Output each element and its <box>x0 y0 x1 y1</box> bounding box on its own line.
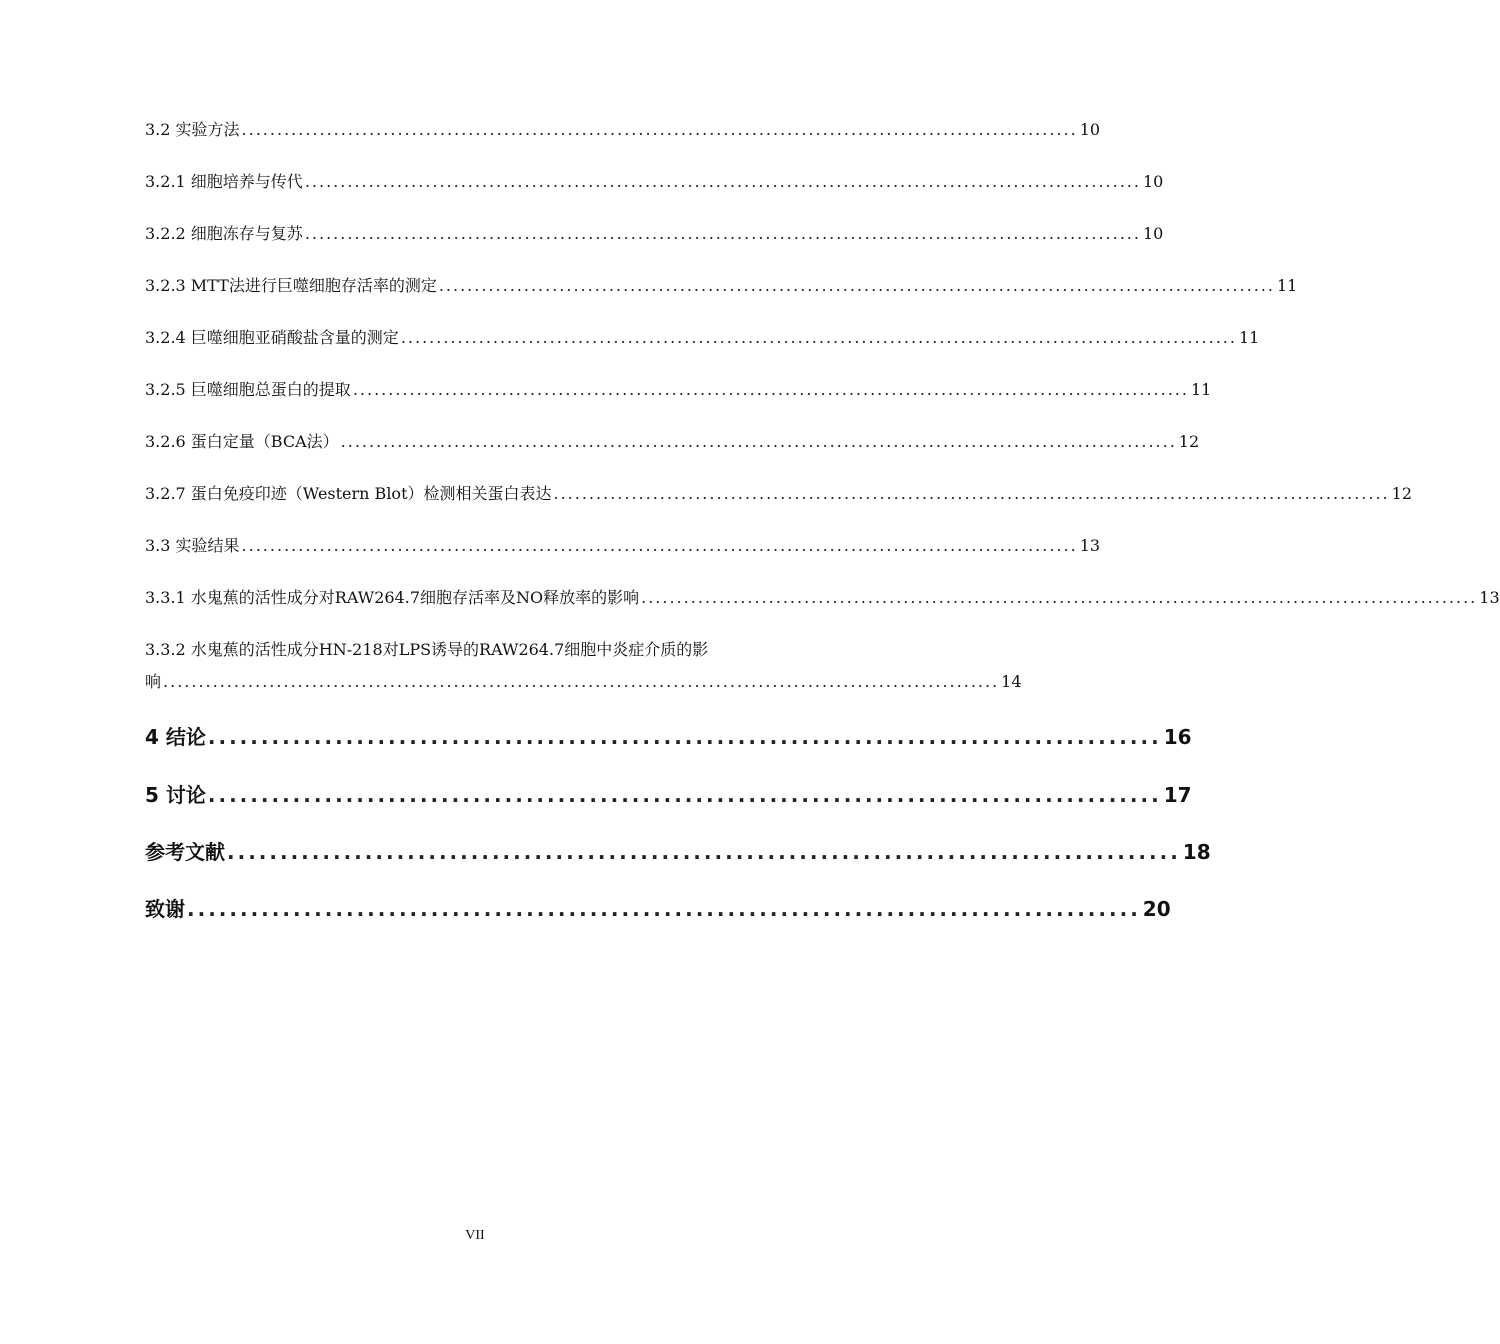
toc-leader-dots: .......................................................................................... <box>187 897 1141 921</box>
toc-entry-page: 14 <box>1001 672 1022 691</box>
toc-leader-dots: ...................................................................................................................... <box>304 172 1141 191</box>
toc-leader-dots: ...................................................................................................................... <box>241 536 1078 555</box>
toc-leader-dots: ...................................................................................................................... <box>438 276 1275 295</box>
toc-entry-page: 12 <box>1391 484 1412 503</box>
toc-entry-wrapped-line[interactable]: 3.3.2 水鬼蕉的活性成分HN-218对LPS诱导的RAW264.7细胞中炎症介质的影 <box>145 640 709 659</box>
toc-entry-label: 4 结论 <box>145 725 206 749</box>
toc-entry[interactable] <box>145 669 1022 692</box>
toc-entry[interactable] <box>145 273 1298 296</box>
toc-entry[interactable] <box>145 117 1101 140</box>
toc-entry-page: 16 <box>1163 725 1192 749</box>
toc-entry[interactable] <box>145 325 1260 348</box>
toc-chapter-entry[interactable] <box>145 893 1171 922</box>
toc-entry[interactable] <box>145 585 1500 608</box>
toc-entry-label: 参考文献 <box>145 840 225 864</box>
toc-entry-page: 17 <box>1163 783 1192 807</box>
toc-leader-dots: ...................................................................................................................... <box>163 672 1000 691</box>
toc-entry-label: 3.2.5 巨噬细胞总蛋白的提取 <box>145 380 351 399</box>
toc-entry-label: 3.3.1 水鬼蕉的活性成分对RAW264.7细胞存活率及NO释放率的影响 <box>145 588 640 607</box>
toc-entry-page: 10 <box>1079 120 1101 139</box>
toc-entry-label: 3.2.2 细胞冻存与复苏 <box>145 224 303 243</box>
toc-entry-label: 响 <box>145 672 162 691</box>
toc-chapter-entry[interactable] <box>145 779 1192 808</box>
toc-entry-page: 11 <box>1238 328 1260 347</box>
toc-entry-page: 13 <box>1479 588 1500 607</box>
toc-entry-label: 3.3 实验结果 <box>145 536 240 555</box>
toc-entry[interactable] <box>145 221 1164 244</box>
toc-entry-page: 10 <box>1142 224 1164 243</box>
toc-entry-page: 11 <box>1276 276 1298 295</box>
toc-entry[interactable] <box>145 481 1412 504</box>
toc-entry-label: 3.2.1 细胞培养与传代 <box>145 172 303 191</box>
toc-entry-page: 12 <box>1178 432 1200 451</box>
toc-entry-label: 致谢 <box>145 897 185 921</box>
page-number: VII <box>465 1228 485 1243</box>
toc-entry-label: 3.2.7 蛋白免疫印迹（Western Blot）检测相关蛋白表达 <box>145 484 552 503</box>
toc-entry-page: 11 <box>1190 380 1212 399</box>
toc-leader-dots: ...................................................................................................................... <box>352 380 1189 399</box>
toc-chapter-entry[interactable] <box>145 836 1211 865</box>
toc-entry[interactable] <box>145 429 1200 452</box>
toc-entry-label: 3.2.4 巨噬细胞亚硝酸盐含量的测定 <box>145 328 399 347</box>
toc-entry-label: 3.2 实验方法 <box>145 120 240 139</box>
toc-entry-label: 3.2.6 蛋白定量（BCA法） <box>145 432 339 451</box>
toc-entry[interactable] <box>145 533 1101 556</box>
toc-leader-dots: ...................................................................................................................... <box>304 224 1141 243</box>
toc-leader-dots: .......................................................................................... <box>227 840 1181 864</box>
toc-leader-dots: ...................................................................................................................... <box>340 432 1177 451</box>
toc-chapter-entry[interactable] <box>145 721 1192 750</box>
toc-entry-page: 18 <box>1182 840 1211 864</box>
toc-leader-dots: ...................................................................................................................... <box>241 120 1078 139</box>
toc-entry-label: 5 讨论 <box>145 783 206 807</box>
toc-leader-dots: ...................................................................................................................... <box>553 484 1390 503</box>
toc-entry-page: 10 <box>1142 172 1164 191</box>
toc-entry-page: 20 <box>1142 897 1171 921</box>
toc-leader-dots: .......................................................................................... <box>207 725 1162 749</box>
toc-leader-dots: ...................................................................................................................... <box>400 328 1237 347</box>
toc-entry[interactable] <box>145 377 1212 400</box>
toc-entry[interactable] <box>145 169 1164 192</box>
toc-leader-dots: ...................................................................................................................... <box>641 588 1478 607</box>
toc-entry-label: 3.2.3 MTT法进行巨噬细胞存活率的测定 <box>145 276 437 295</box>
toc-leader-dots: .......................................................................................... <box>207 783 1162 807</box>
toc-entry-page: 13 <box>1079 536 1101 555</box>
